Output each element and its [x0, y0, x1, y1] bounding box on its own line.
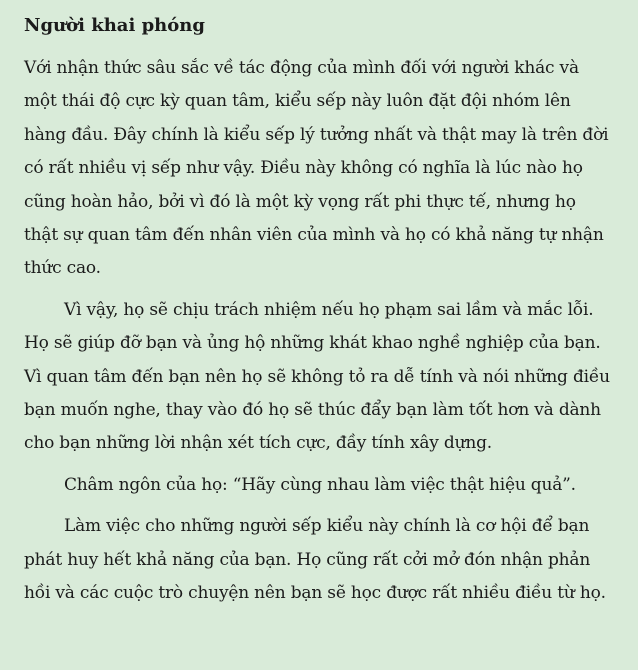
paragraph-responsibility: Vì vậy, họ sẽ chịu trách nhiệm nếu họ phạm sai lầm và mắc lỗi. Họ sẽ giúp đỡ bạn và ủng hộ những khát khao nghề nghiệp của bạn. Vì quan tâm đến bạn nên họ sẽ không tỏ ra dễ tính và nói những điều bạn muốn nghe, thay vào đó họ sẽ thúc đẩy bạn làm tốt hơn và dành cho bạn những lời nhận xét tích cực, đầy tính xây dựng.	[24, 299, 610, 454]
section-heading: Người khai phóng	[24, 15, 205, 36]
paragraph-motto: Châm ngôn của họ: “Hãy cùng nhau làm việc thật hiệu quả”.	[64, 474, 576, 495]
paragraph-intro: Với nhận thức sâu sắc về tác động của mình đối với người khác và một thái độ cực kỳ quan tâm, kiểu sếp này luôn đặt đội nhóm lên hàng đầu. Đây chính là kiểu sếp lý tưởng nhất và thật may là trên đời có rất nhiều vị sếp như vậy. Điều này không có nghĩa là lúc nào họ cũng hoàn hảo, bởi vì đó là một kỳ vọng rất phi thực tế, nhưng họ thật sự quan tâm đến nhân viên của mình và họ có khả năng tự nhận thức cao.	[24, 58, 609, 279]
paragraph-opportunity: Làm việc cho những người sếp kiểu này chính là cơ hội để bạn phát huy hết khả năng của bạn. Họ cũng rất cởi mở đón nhận phản hồi và các cuộc trò chuyện nên bạn sẽ học được rất nhiều điều từ họ.	[24, 516, 606, 604]
